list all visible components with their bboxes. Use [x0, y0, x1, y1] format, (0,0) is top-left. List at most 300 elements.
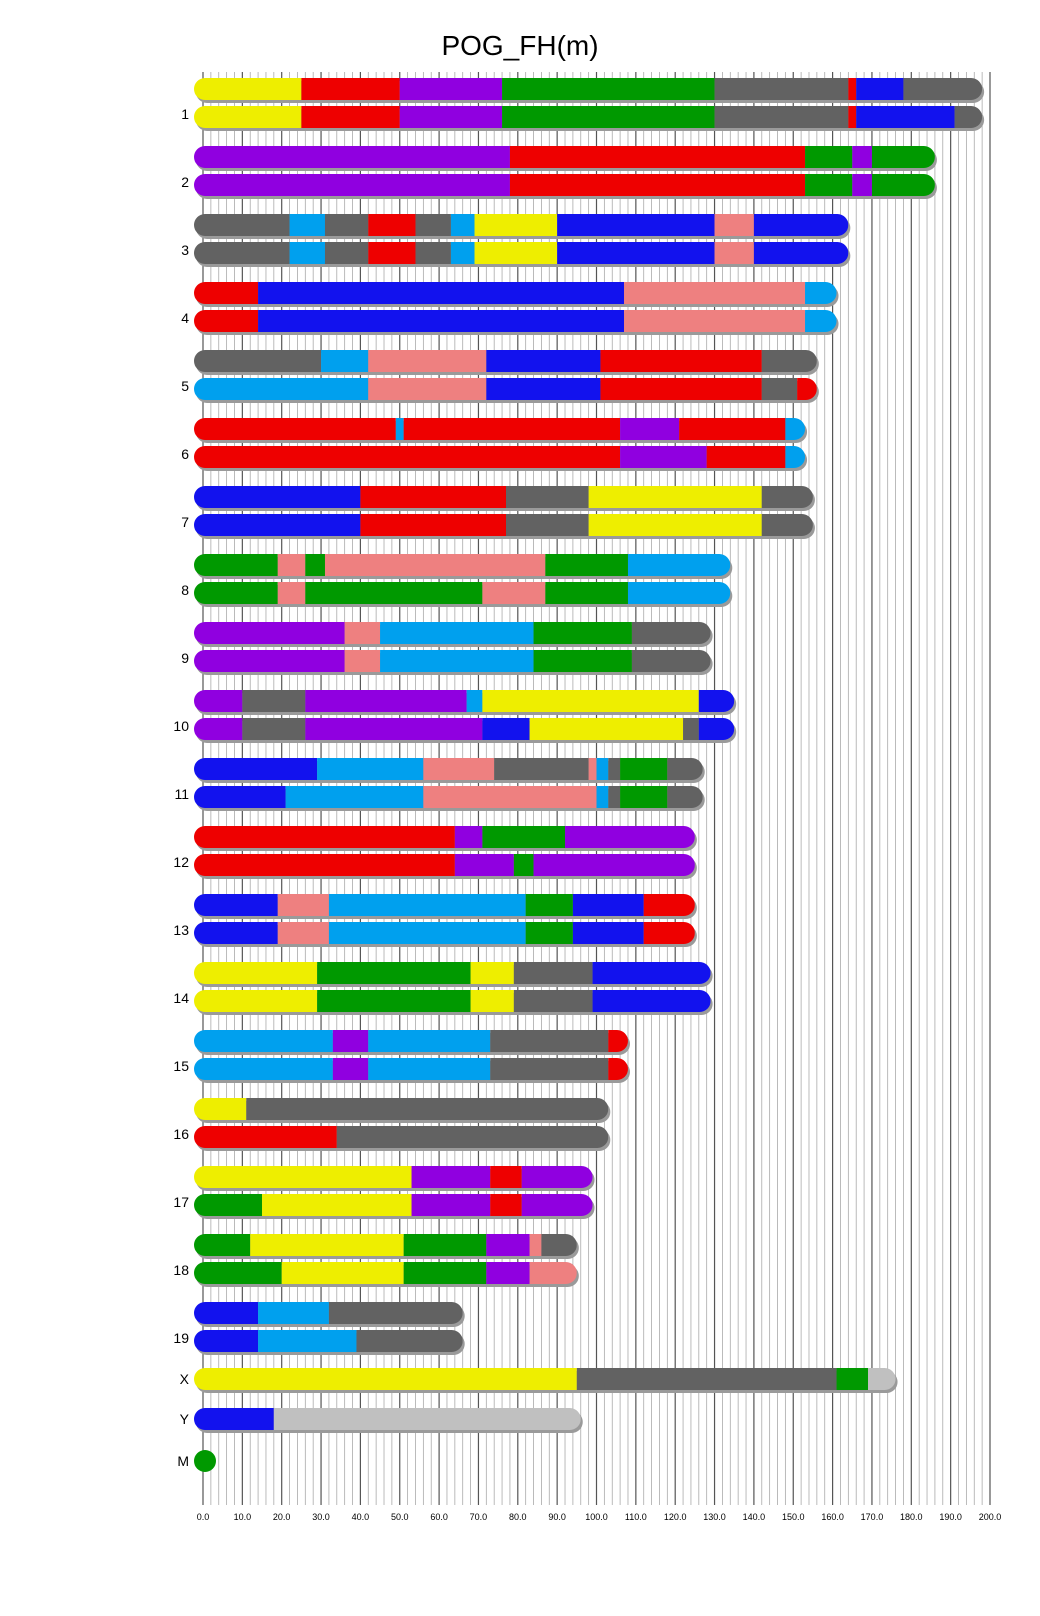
haplotype-bar: [194, 1368, 898, 1393]
segment-darkgray: [683, 718, 699, 740]
segment-darkgray: [242, 718, 305, 740]
haplotype-bar: [194, 1262, 579, 1287]
segments: [194, 78, 982, 100]
segment-darkgray: [762, 350, 817, 372]
segment-red: [194, 854, 455, 876]
segment-green: [317, 962, 470, 984]
segment-lightblue: [258, 1330, 356, 1352]
chromosome-label: 5: [181, 378, 189, 394]
segment-yellow: [262, 1194, 412, 1216]
segment-pink: [278, 554, 306, 576]
haplotype-bar: [194, 78, 984, 103]
segment-green: [872, 174, 935, 196]
haplotype-bar: [194, 1302, 465, 1327]
segment-lightblue: [597, 786, 609, 808]
segment-lightblue: [368, 1058, 490, 1080]
segment-blue: [754, 242, 848, 264]
segment-blue: [754, 214, 848, 236]
segment-green: [404, 1234, 487, 1256]
x-tick-label: 150.0: [781, 1512, 805, 1522]
segment-darkgray: [632, 650, 711, 672]
segments: [194, 1302, 463, 1324]
segment-darkgray: [194, 242, 290, 264]
segment-green: [194, 582, 278, 604]
segment-green: [502, 78, 714, 100]
segment-blue: [482, 718, 529, 740]
chromosome-label: 12: [173, 854, 189, 870]
haplotype-bar: [194, 990, 713, 1015]
haplotype-bar: [194, 1058, 630, 1083]
chromosome-8: [181, 554, 732, 607]
segment-purple: [620, 446, 707, 468]
chromosome-2: [181, 146, 937, 199]
segment-darkgray: [325, 214, 368, 236]
segment-darkgray: [490, 1030, 608, 1052]
segment-red: [510, 174, 805, 196]
segment-darkgray: [194, 214, 290, 236]
chromosome-label: 9: [181, 650, 189, 666]
haplotype-bar: [194, 826, 697, 851]
segment-pink: [624, 282, 805, 304]
segment-lightblue: [380, 650, 533, 672]
segment-blue: [486, 378, 600, 400]
haplotype-bar: [194, 582, 732, 607]
segment-yellow: [589, 514, 762, 536]
segment-purple: [194, 622, 345, 644]
segments: [194, 446, 805, 468]
segments: [194, 854, 695, 876]
segment-yellow: [589, 486, 762, 508]
segment-red: [490, 1166, 521, 1188]
segment-darkgray: [337, 1126, 609, 1148]
x-tick-label: 30.0: [312, 1512, 330, 1522]
segment-blue: [699, 718, 734, 740]
segment-purple: [486, 1234, 529, 1256]
segment-purple: [522, 1194, 593, 1216]
segment-blue: [194, 1408, 274, 1430]
segments: [194, 1262, 577, 1284]
chromosome-12: [173, 826, 696, 879]
segment-lightblue: [194, 378, 368, 400]
segment-yellow: [475, 242, 558, 264]
segment-red: [360, 486, 506, 508]
segment-blue: [258, 282, 624, 304]
segment-blue: [573, 922, 644, 944]
chromosome-label: 15: [173, 1058, 189, 1074]
segment-lightblue: [258, 1302, 329, 1324]
chromosome-label: 16: [173, 1126, 189, 1142]
segment-purple: [305, 690, 466, 712]
segment-red: [301, 106, 399, 128]
segment-darkgray: [762, 486, 813, 508]
segment-pink: [345, 622, 380, 644]
segment-purple: [400, 78, 502, 100]
segment-lightblue: [597, 758, 609, 780]
segment-darkgray: [541, 1234, 576, 1256]
segment-lightblue: [317, 758, 423, 780]
segment-darkgray: [506, 486, 589, 508]
segment-darkgray: [577, 1368, 837, 1390]
segment-yellow: [194, 962, 317, 984]
x-tick-label: 160.0: [821, 1512, 844, 1522]
segments: [194, 582, 730, 604]
x-tick-label: 70.0: [469, 1512, 488, 1522]
segment-green: [805, 146, 852, 168]
segment-blue: [593, 962, 711, 984]
haplotype-bar: [194, 1408, 583, 1433]
segment-green: [305, 582, 482, 604]
chromosome-label: 6: [181, 446, 189, 462]
segments: [194, 894, 695, 916]
x-tick-label: 190.0: [939, 1512, 962, 1522]
segment-green: [526, 922, 573, 944]
segment-darkgray: [608, 786, 620, 808]
segment-pink: [368, 350, 486, 372]
segment-darkgray: [715, 78, 849, 100]
segment-pink: [624, 310, 805, 332]
chromosome-m: [177, 1450, 216, 1472]
segments: [194, 786, 703, 808]
segment-purple: [194, 690, 242, 712]
segment-green: [620, 786, 667, 808]
segment-green: [805, 174, 852, 196]
segment-pink: [589, 758, 597, 780]
chromosome-label: 7: [181, 514, 189, 530]
segment-lightgray: [274, 1408, 581, 1430]
segment-blue: [699, 690, 734, 712]
segment-green: [194, 554, 278, 576]
chromosome-label: X: [179, 1371, 189, 1387]
segment-purple: [565, 826, 695, 848]
haplotype-bar: [194, 650, 713, 675]
segment-blue: [856, 106, 954, 128]
segment-blue: [573, 894, 644, 916]
chromosome-label: 14: [173, 990, 189, 1006]
haplotype-bar: [194, 758, 705, 783]
segment-red: [194, 1126, 337, 1148]
segments: [194, 1234, 577, 1256]
segment-red: [848, 78, 856, 100]
segment-green: [502, 106, 714, 128]
segment-blue: [194, 486, 360, 508]
haplotype-bar: [194, 922, 697, 947]
segments: [194, 1098, 608, 1120]
segments: [194, 486, 813, 508]
x-tick-label: 200.0: [978, 1512, 1002, 1522]
segment-purple: [333, 1030, 368, 1052]
segment-green: [526, 894, 573, 916]
segment-red: [194, 310, 258, 332]
segment-lightblue: [467, 690, 483, 712]
segment-red: [848, 106, 856, 128]
segment-lightblue: [194, 1058, 333, 1080]
chromosome-19: [173, 1302, 464, 1355]
x-tick-label: 20.0: [272, 1512, 291, 1522]
segment-blue: [194, 894, 278, 916]
segment-green: [545, 554, 628, 576]
segment-darkgray: [667, 786, 702, 808]
segment-lightblue: [380, 622, 533, 644]
segments: [194, 1058, 628, 1080]
segment-darkgray: [415, 214, 450, 236]
segment-red: [301, 78, 399, 100]
haplotype-bar: [194, 1126, 610, 1151]
segments: [194, 242, 848, 264]
segments: [194, 1030, 628, 1052]
segment-purple: [455, 826, 483, 848]
segment-red: [368, 242, 415, 264]
segment-green: [404, 1262, 487, 1284]
segments: [194, 1166, 593, 1188]
haplotype-bar: [194, 282, 839, 307]
segment-yellow: [194, 1368, 577, 1390]
x-tick-label: 80.0: [509, 1512, 527, 1522]
segments: [194, 962, 711, 984]
x-tick-label: 60.0: [430, 1512, 448, 1522]
segment-blue: [593, 990, 711, 1012]
segment-yellow: [282, 1262, 404, 1284]
segments: [194, 990, 711, 1012]
segment-lightblue: [290, 214, 325, 236]
x-tick-label: 0.0: [196, 1512, 210, 1522]
segments: [194, 1368, 896, 1390]
segment-lightblue: [329, 894, 526, 916]
segment-blue: [486, 350, 600, 372]
segments: [194, 650, 711, 672]
segment-purple: [620, 418, 679, 440]
haplotype-bar: [194, 446, 807, 471]
segments: [194, 350, 817, 372]
segment-pink: [423, 758, 494, 780]
segments: [194, 418, 805, 440]
segment-blue: [258, 310, 624, 332]
segment-red: [194, 446, 620, 468]
chromosome-label: 18: [173, 1262, 189, 1278]
x-tick-label: 130.0: [703, 1512, 726, 1522]
segment-blue: [194, 922, 278, 944]
segment-pink: [278, 582, 306, 604]
segment-green: [872, 146, 935, 168]
segment-lightgray: [868, 1368, 896, 1390]
chromosome-label: M: [177, 1453, 189, 1469]
haplotype-bar: [194, 1030, 630, 1055]
segments: [194, 622, 711, 644]
segment-green: [620, 758, 667, 780]
chromosome-label: 19: [173, 1330, 189, 1346]
segment-purple: [305, 718, 482, 740]
x-tick-label: 10.0: [233, 1512, 252, 1522]
haplotype-bar: [194, 146, 937, 171]
segment-blue: [557, 214, 714, 236]
segment-darkgray: [955, 106, 983, 128]
segment-green: [514, 854, 534, 876]
x-tick-label: 100.0: [585, 1512, 608, 1522]
segment-lightblue: [368, 1030, 490, 1052]
segment-yellow: [194, 1166, 412, 1188]
segment-darkgray: [762, 378, 797, 400]
segment-lightblue: [321, 350, 368, 372]
segments: [194, 514, 813, 536]
segment-red: [679, 418, 785, 440]
chromosome-label: Y: [179, 1411, 189, 1427]
chart-title: POG_FH(m): [441, 30, 599, 61]
segment-darkgray: [329, 1302, 463, 1324]
segment-pink: [530, 1234, 542, 1256]
segment-darkgray: [325, 242, 368, 264]
segment-lightblue: [805, 310, 836, 332]
chromosome-label: 1: [181, 106, 189, 122]
segment-yellow: [530, 718, 683, 740]
segment-red: [600, 350, 761, 372]
segment-purple: [522, 1166, 593, 1188]
segment-purple: [333, 1058, 368, 1080]
segment-green: [194, 1262, 282, 1284]
chromosome-7: [181, 486, 815, 539]
segment-red: [404, 418, 620, 440]
segment-darkgray: [356, 1330, 462, 1352]
haplotype-bar: [194, 690, 736, 715]
segment-pink: [368, 378, 486, 400]
segments: [194, 718, 734, 740]
segment-darkgray: [490, 1058, 608, 1080]
x-tick-label: 180.0: [900, 1512, 923, 1522]
segment-darkgray: [415, 242, 450, 264]
segments: [194, 214, 848, 236]
haplotype-bar: [194, 1098, 610, 1123]
segment-red: [368, 214, 415, 236]
segment-darkgray: [667, 758, 702, 780]
segment-purple: [400, 106, 502, 128]
segment-purple: [194, 650, 345, 672]
x-tick-label: 120.0: [663, 1512, 687, 1522]
segment-darkgray: [514, 962, 593, 984]
chromosome-label: 11: [174, 786, 189, 802]
segments: [194, 174, 935, 196]
segment-yellow: [471, 990, 514, 1012]
haplotype-bar: [194, 106, 984, 131]
segment: [194, 1450, 216, 1472]
segments: [194, 826, 695, 848]
haplotype-bar: [194, 894, 697, 919]
segments: [194, 690, 734, 712]
segment-purple: [534, 854, 695, 876]
segment-lightblue: [451, 242, 475, 264]
segment-pink: [423, 786, 596, 808]
segment-lightblue: [628, 582, 730, 604]
segment-darkgray: [608, 758, 620, 780]
segment-red: [360, 514, 506, 536]
chromosome-label: 17: [173, 1194, 189, 1210]
chromosome-label: 4: [181, 310, 189, 326]
segment-pink: [715, 242, 754, 264]
haplotype-bar: [194, 310, 839, 335]
segment-green: [545, 582, 628, 604]
chromosome-13: [173, 894, 696, 947]
haplotype-bar: [194, 854, 697, 879]
segment-purple: [486, 1262, 529, 1284]
segment-darkgray: [246, 1098, 608, 1120]
segment-purple: [412, 1194, 491, 1216]
segment-blue: [194, 786, 286, 808]
segment-green: [534, 622, 632, 644]
segment-pink: [715, 214, 754, 236]
segment-darkgray: [762, 514, 813, 536]
segment-blue: [856, 78, 903, 100]
segments: [194, 758, 703, 780]
segment-yellow: [194, 106, 301, 128]
segment-pink: [278, 922, 329, 944]
x-tick-label: 90.0: [548, 1512, 566, 1522]
chromosome-x: [180, 1368, 898, 1393]
segment-blue: [557, 242, 714, 264]
segment-pink: [325, 554, 545, 576]
x-axis: [197, 1512, 1002, 1522]
segment-lightblue: [396, 418, 404, 440]
haplotype-bar: [194, 174, 937, 199]
segments: [194, 106, 982, 128]
segment-green: [482, 826, 565, 848]
haplotype-bar: [194, 1330, 465, 1355]
segments: [194, 1194, 593, 1216]
segment-red: [707, 446, 786, 468]
segment-yellow: [482, 690, 698, 712]
haplotype-bar: [194, 1234, 579, 1259]
segments: [194, 1408, 581, 1430]
segment-darkgray: [494, 758, 588, 780]
segments: [194, 282, 837, 304]
haplotype-bar: [194, 350, 819, 375]
x-tick-label: 40.0: [351, 1512, 370, 1522]
segment-green: [305, 554, 325, 576]
segment-yellow: [475, 214, 558, 236]
segment-green: [194, 1234, 250, 1256]
segment-purple: [412, 1166, 491, 1188]
segment-lightblue: [286, 786, 424, 808]
segment-red: [194, 282, 258, 304]
segment-red: [644, 894, 695, 916]
haplotype-bar: [194, 486, 815, 511]
chromosome-label: 8: [181, 582, 189, 598]
segment-purple: [852, 174, 872, 196]
segment-darkgray: [514, 990, 593, 1012]
chromosome-14: [173, 962, 712, 1015]
haplotype-bar: [194, 718, 736, 743]
segment-purple: [455, 854, 514, 876]
haplotype-bar: [194, 1166, 595, 1191]
segment-blue: [194, 1302, 258, 1324]
x-tick-label: 170.0: [860, 1512, 884, 1522]
segments: [194, 1126, 608, 1148]
haplotype-bar: [194, 242, 850, 267]
segment-yellow: [194, 78, 301, 100]
x-tick-label: 140.0: [742, 1512, 766, 1522]
segment-purple: [852, 146, 872, 168]
segment-yellow: [194, 1098, 246, 1120]
haplotype-bar: [194, 514, 815, 539]
segment-purple: [194, 718, 242, 740]
chromosome-label: 13: [173, 922, 189, 938]
segment-pink: [345, 650, 380, 672]
chromosome-5: [181, 350, 819, 403]
segment-darkgray: [242, 690, 305, 712]
segment-lightblue: [290, 242, 325, 264]
segment-blue: [194, 758, 317, 780]
segment-green: [317, 990, 470, 1012]
segment-darkgray: [506, 514, 589, 536]
segment-red: [510, 146, 805, 168]
segment-lightblue: [194, 1030, 333, 1052]
segments: [194, 922, 695, 944]
